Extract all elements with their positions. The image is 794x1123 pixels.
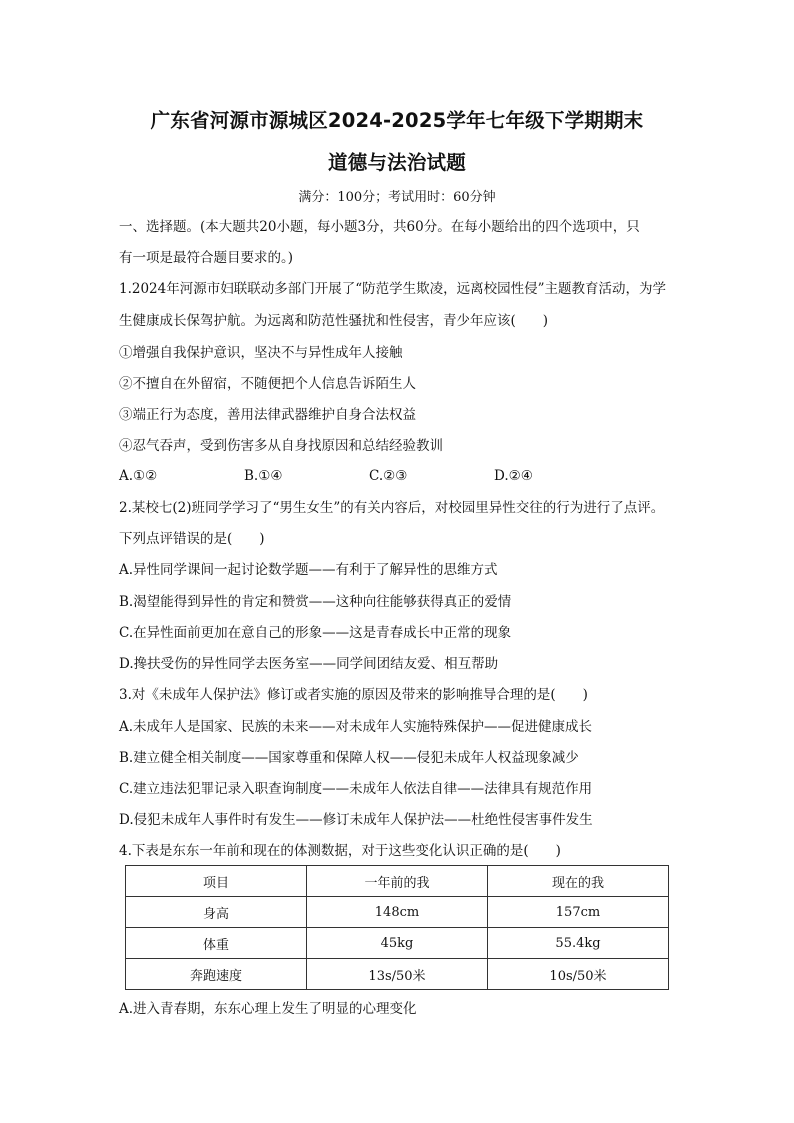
table-cell: 55.4kg	[488, 928, 669, 959]
q1-stem-line-1: 1.2024年河源市妇联联动多部门开展了“防范学生欺凌，远离校园性侵”主题教育活动，为学	[119, 281, 667, 297]
table-cell: 身高	[126, 897, 307, 928]
q2-option-c: C.在异性面前更加在意自己的形象——这是青春成长中正常的现象	[119, 625, 512, 641]
q4-option-a: A.进入青春期，东东心理上发生了明显的心理变化	[119, 1001, 417, 1017]
table-row	[126, 959, 669, 990]
exam-title: 广东省河源市源城区2024-2025学年七年级下学期期末	[150, 109, 644, 132]
table-cell: 157cm	[488, 897, 669, 928]
table-row	[126, 897, 669, 928]
q1-option-d: D.②④	[494, 468, 533, 484]
q2-stem-line-2: 下列点评错误的是( )	[119, 531, 265, 547]
exam-meta: 满分：100分；考试用时：60分钟	[298, 190, 496, 205]
q3-option-d: D.侵犯未成年人事件时有发生——修订未成年人保护法——杜绝性侵害事件发生	[119, 812, 593, 828]
q3-option-c: C.建立违法犯罪记录入职查询制度——未成年人依法自律——法律具有规范作用	[119, 781, 593, 797]
q1-item-1: ①增强自我保护意识，坚决不与异性成年人接触	[119, 345, 403, 361]
table-row	[126, 928, 669, 959]
q1-item-2: ②不擅自在外留宿，不随便把个人信息告诉陌生人	[119, 376, 416, 392]
table-cell: 148cm	[307, 897, 488, 928]
q3-option-a: A.未成年人是国家、民族的未来——对未成年人实施特殊保护——促进健康成长	[119, 719, 593, 735]
q1-item-3: ③端正行为态度，善用法律武器维护自身合法权益	[119, 407, 416, 423]
q1-option-b: B.①④	[244, 468, 283, 484]
q2-stem-line-1: 2.某校七(2)班同学学习了“男生女生”的有关内容后，对校园里异性交往的行为进行了点评。	[119, 500, 665, 516]
q3-stem: 3.对《未成年人保护法》修订或者实施的原因及带来的影响推导合理的是( )	[119, 687, 588, 703]
table-cell: 45kg	[307, 928, 488, 959]
q1-option-a: A.①②	[119, 468, 158, 484]
section-intro-line-2: 有一项是最符合题目要求的。)	[119, 250, 294, 266]
q1-stem-line-2: 生健康成长保驾护航。为远离和防范性骚扰和性侵害，青少年应该( )	[119, 313, 549, 329]
table-header-cell: 一年前的我	[307, 866, 488, 897]
q4-data-table	[125, 865, 669, 990]
table-header-row	[126, 866, 669, 897]
exam-subject-title: 道德与法治试题	[328, 151, 466, 174]
table-header-cell: 现在的我	[488, 866, 669, 897]
q4-stem: 4.下表是东东一年前和现在的体测数据，对于这些变化认识正确的是( )	[119, 843, 561, 859]
q1-options	[119, 468, 679, 486]
table-cell: 奔跑速度	[126, 959, 307, 990]
q2-option-d: D.搀扶受伤的异性同学去医务室——同学间团结友爱、相互帮助	[119, 656, 499, 672]
q1-item-4: ④忍气吞声，受到伤害多从自身找原因和总结经验教训	[119, 438, 443, 454]
table-header-cell: 项目	[126, 866, 307, 897]
q3-option-b: B.建立健全相关制度——国家尊重和保障人权——侵犯未成年人权益现象减少	[119, 750, 579, 766]
section-intro-line-1: 一、选择题。(本大题共20小题，每小题3分，共60分。在每小题给出的四个选项中，只	[119, 219, 640, 235]
table-cell: 体重	[126, 928, 307, 959]
q1-option-c: C.②③	[369, 468, 408, 484]
q2-option-a: A.异性同学课间一起讨论数学题——有利于了解异性的思维方式	[119, 562, 498, 578]
table-cell: 10s/50米	[488, 959, 669, 990]
q2-option-b: B.渴望能得到异性的肯定和赞赏——这种向往能够获得真正的爱情	[119, 594, 512, 610]
table-cell: 13s/50米	[307, 959, 488, 990]
